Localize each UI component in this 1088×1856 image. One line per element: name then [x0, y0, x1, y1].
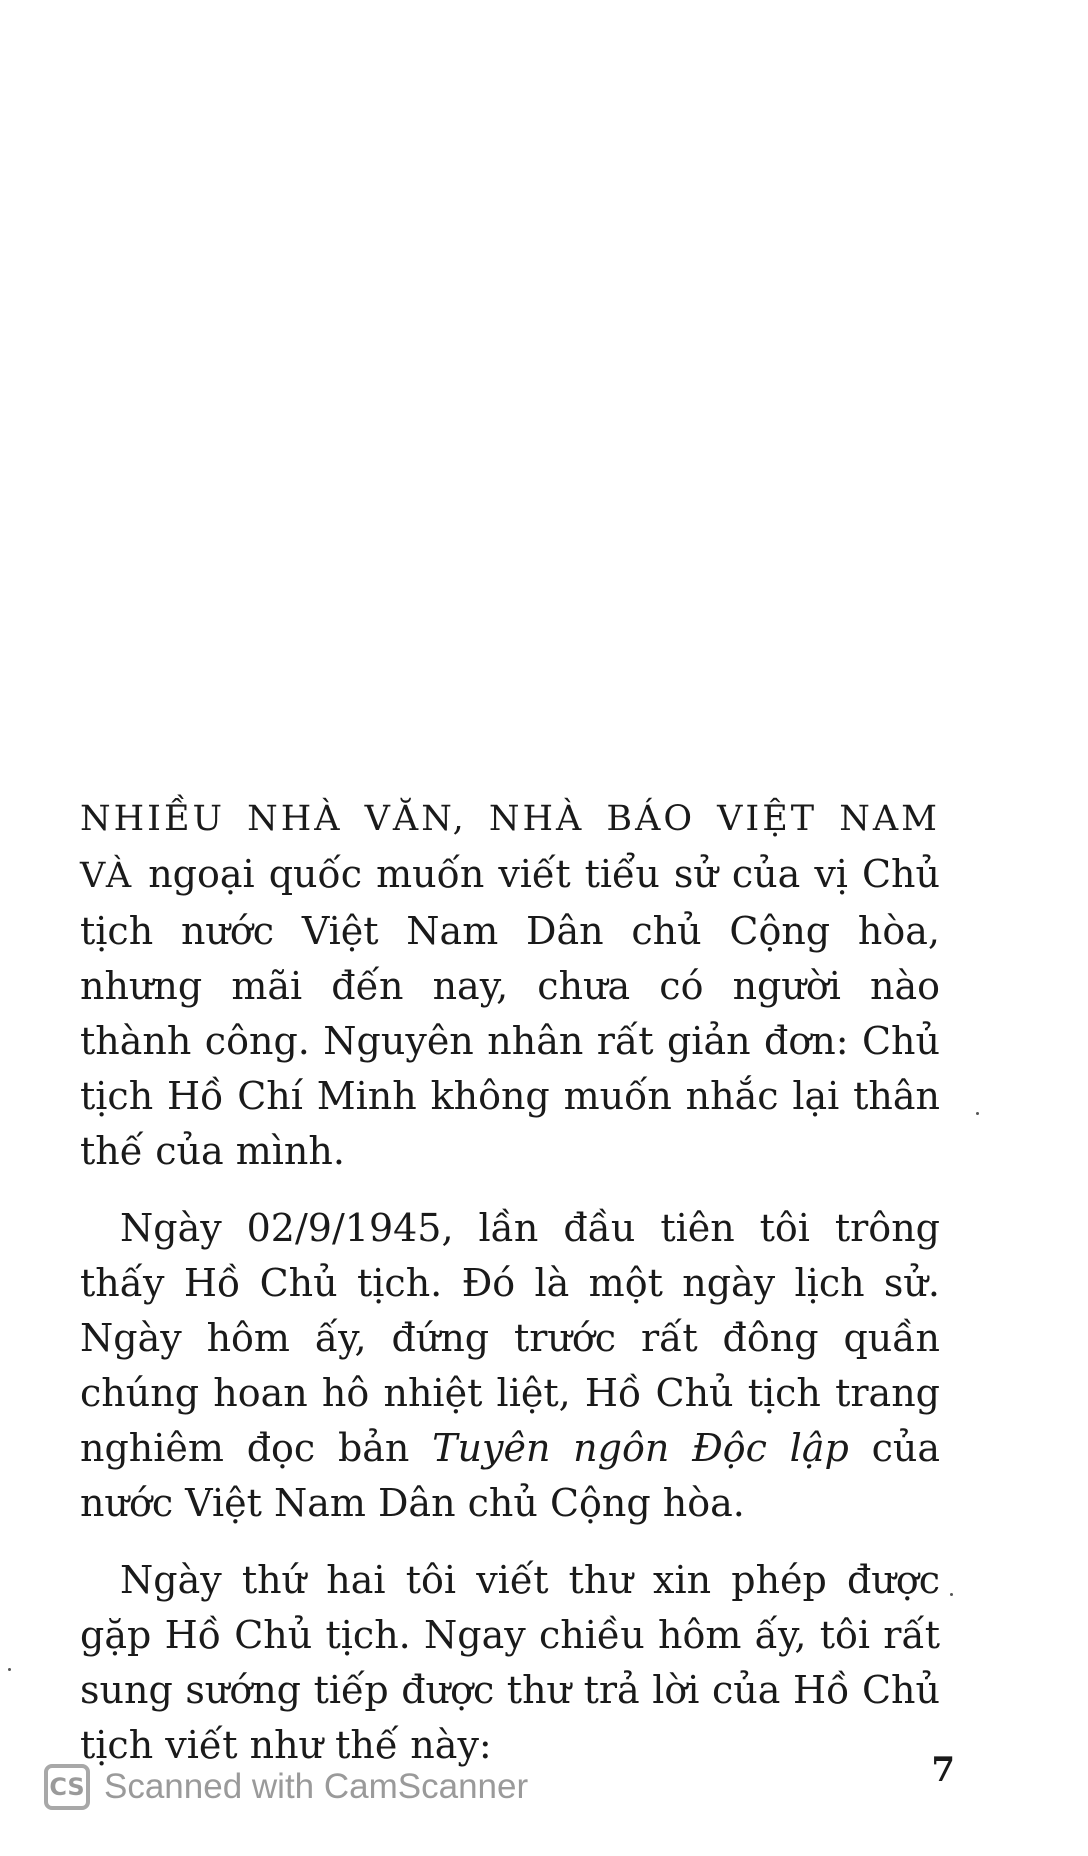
scan-speck [976, 1112, 979, 1115]
paragraph-2 [80, 1201, 940, 1531]
paragraph-1-text: ngoại quốc muốn viết tiểu sử của vị Chủ tịch nước Việt Nam Dân chủ Cộng hòa, nhưng mãi đến nay, chưa có người nào thành công. Nguyên nhân rất giản đơn: Chủ tịch Hồ Chí Minh không muốn nhắc lại thân thế của mình. [80, 852, 940, 1173]
camscanner-watermark [44, 1764, 528, 1810]
paragraph-3-text: Ngày thứ hai tôi viết thư xin phép được gặp Hồ Chủ tịch. Ngay chiều hôm ấy, tôi rất sung sướng tiếp được thư trả lời của Hồ Chủ tịch viết như thế này: [80, 1558, 940, 1767]
paragraph-2-before: Ngày 02/9/1945, lần đầu tiên tôi trông thấy Hồ Chủ tịch. Đó là một ngày lịch sử. Ngày hôm ấy, đứng trước rất đông quần chúng hoan hô nhiệt liệt, Hồ Chủ tịch trang nghiêm đọc bản [80, 1206, 940, 1470]
watermark-text: Scanned with CamScanner [104, 1767, 529, 1806]
camscanner-logo-icon: CS [44, 1764, 90, 1810]
scan-speck [950, 1593, 953, 1596]
page-number: 7 [931, 1750, 955, 1790]
paragraph-1 [80, 790, 940, 1179]
scan-speck [8, 1668, 11, 1671]
document-title-italic: Tuyên ngôn Độc lập [432, 1426, 849, 1470]
lead-in-caps: NHIỀU NHÀ VĂN, NHÀ BÁO VIỆT NAM VÀ [80, 799, 940, 896]
paragraph-3 [80, 1553, 940, 1773]
body-text [80, 790, 940, 1795]
paragraph-2-after: của nước Việt Nam Dân chủ Cộng hòa. [80, 1426, 940, 1525]
